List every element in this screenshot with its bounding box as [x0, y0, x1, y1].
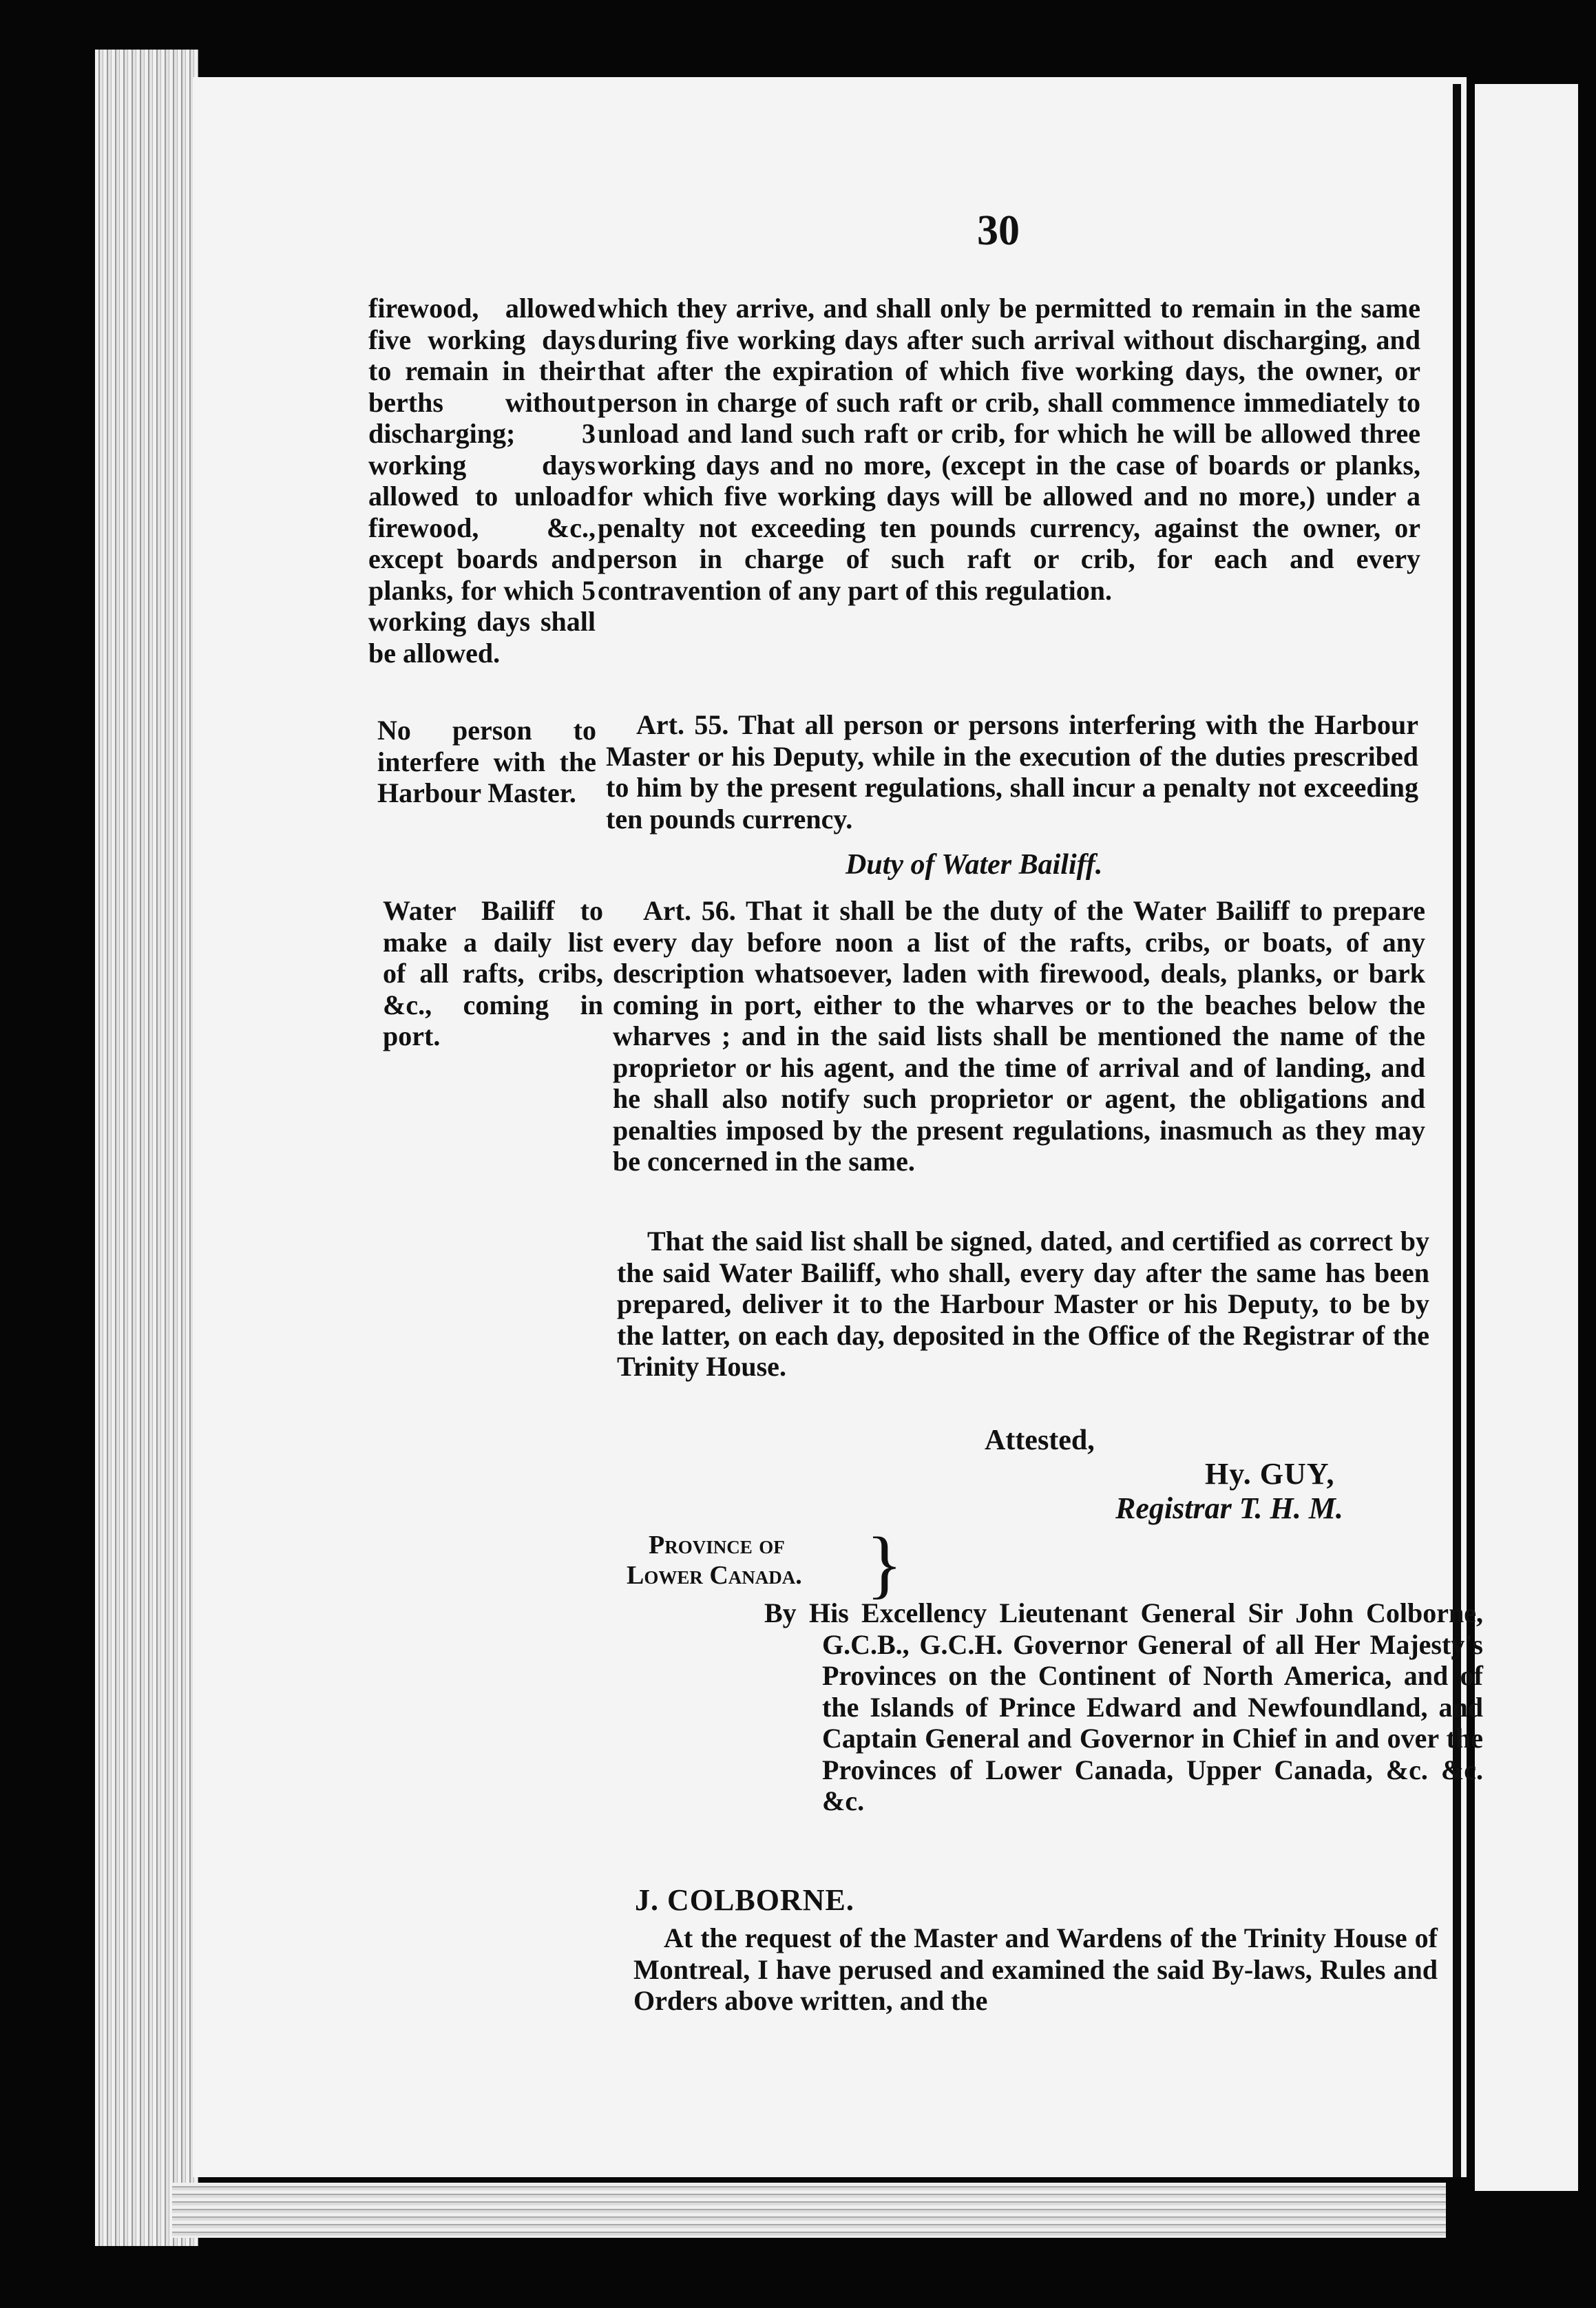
page-stack-left-edge: [95, 50, 198, 2246]
page-binding-shadow: [1453, 84, 1461, 2177]
sidenote-harbour-master: No person to interfere with the Harbour Master.: [377, 715, 596, 808]
page-number: 30: [977, 207, 1020, 254]
registrar-name: Hy. GUY,: [1205, 1457, 1335, 1491]
sidenote-water-bailiff: Water Bailiff to make a daily list of all rafts, cribs, &c., coming in port.: [383, 895, 603, 1051]
article-55: Art. 55. That all person or persons interfering with the Harbour Master or his Deputy, while in the execution of the duties prescribed to him by the present regulations, shall incur a penalty not exceeding ten pounds currency.: [606, 709, 1418, 835]
governor-signature: J. COLBORNE.: [635, 1883, 854, 1917]
registrar-title: Registrar T. H. M.: [1115, 1491, 1343, 1525]
adjacent-page: [1475, 84, 1578, 2191]
article-56: Art. 56. That it shall be the duty of the Water Bailiff to prepare every day before noon a list of the rafts, cribs, or boats, of any description whatsoever, laden with firewood, deals, planks, or bark coming in port, either to the wharves or to the beaches below the wharves ; and in the said lists shall be mentioned the name of the proprietor or his agent, and the time of arrival and of landing, and he shall also notify such proprietor or agent, the obligations and penalties imposed by the present regulations, inasmuch as they may be concerned in the same.: [613, 895, 1425, 1177]
brace-glyph: }: [866, 1522, 903, 1606]
sidenote-berthing-days: firewood, allowed five working days to remain in their berths without discharging; 3 working days allowed to unload firewood, &c., except boards and planks, for which 5 working days shall be allowed.: [368, 293, 596, 669]
province-line-1: Province of: [649, 1531, 785, 1560]
province-line-2: Lower Canada.: [627, 1561, 802, 1590]
article-54-continuation: which they arrive, and shall only be permitted to remain in the same during five working days after such arrival without discharging, and that after the expiration of which five working days, the owner, or person in charge of such raft or crib, shall commence immediately to unload and land such raft or crib, for which he will be allowed three working days and no more, (except in the case of boards or planks, for which five working days will be allowed and no more,) under a penalty not exceeding ten pounds currency, against the owner, or person in charge of such raft or crib, for each and every contravention of any part of this regulation.: [598, 293, 1420, 606]
list-certification-paragraph: That the said list shall be signed, dated, and certified as correct by the said Water Bailiff, who shall, every day after the same has been prepared, deliver it to the Harbour Master or his Deputy, to be by the latter, on each day, deposited in the Office of the Registrar of the Trinity House.: [617, 1226, 1429, 1382]
section-heading-water-bailiff: Duty of Water Bailiff.: [846, 849, 1103, 881]
governor-proclamation: By His Excellency Lieutenant General Sir John Colborne, G.C.B., G.C.H. Governor General of all Her Majesty's Provinces on the Continent of North America, and of the Islands of Prince Edward and Newfoundland, and Captain General and Governor in Chief in and over the Provinces of Lower Canada, Upper Canada, &c. &c. &c.: [764, 1597, 1483, 1816]
attested-label: Attested,: [985, 1425, 1095, 1456]
closing-paragraph: At the request of the Master and Wardens of the Trinity House of Montreal, I have perused and examined the said By-laws, Rules and Orders above written, and the: [633, 1922, 1438, 2016]
page-stack-bottom-edge: [172, 2183, 1446, 2238]
